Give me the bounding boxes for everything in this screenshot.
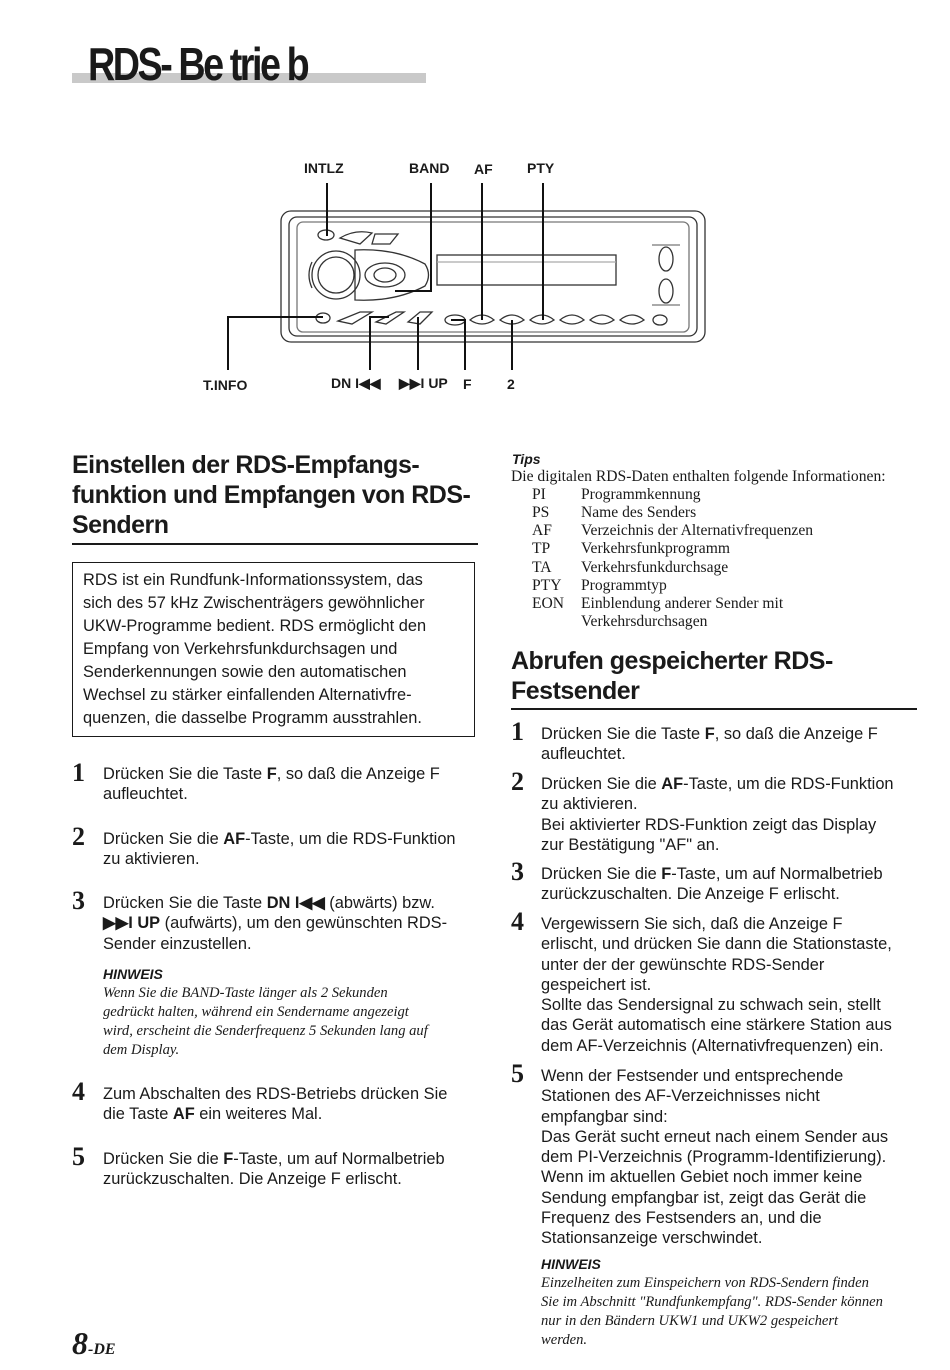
step-number: 4 (511, 907, 524, 936)
note-line: Wenn Sie die BAND-Taste länger als 2 Sekunden (103, 985, 388, 1001)
rds-intro-box (72, 562, 475, 737)
section-rule (72, 543, 478, 545)
label-tinfo: T.INFO (203, 377, 248, 393)
label-af: AF (474, 161, 493, 177)
note-line: Einzelheiten zum Einspeichern von RDS-Sendern finden (541, 1275, 869, 1291)
key-f: F (661, 865, 672, 883)
car-stereo-diagram (0, 0, 950, 420)
step-text: Drücken Sie die (541, 865, 662, 883)
intro-line: quenzen, die dasselbe Programm ausstrahlen. (83, 709, 422, 727)
step-text: Drücken Sie die (103, 830, 224, 848)
step-4-text (103, 1084, 483, 1125)
step-3-text (103, 893, 483, 954)
step-text: gespeichert ist. (541, 975, 652, 994)
section-title-einstellen (72, 450, 470, 540)
step-text: Bei aktivierter RDS-Funktion zeigt das Display (541, 815, 877, 834)
tips-desc: Verkehrsdurchsagen (581, 613, 708, 630)
label-f: F (463, 376, 472, 392)
tips-abbr: AF (532, 522, 552, 539)
step-text: unter der der gewünschte RDS-Sender (541, 955, 825, 974)
step-text: zurückzuschalten. Die Anzeige F erlischt. (541, 885, 840, 904)
note-line: nur in den Bändern UKW1 und UKW2 gespeichert (541, 1313, 839, 1329)
label-intlz: INTLZ (304, 160, 344, 176)
step-text: Das Gerät sucht erneut nach einem Sender aus (541, 1127, 889, 1146)
key-f: F (266, 765, 277, 783)
note-line: werden. (541, 1332, 588, 1348)
step-text: Drücken Sie die (103, 1150, 224, 1168)
step-5-text (541, 1066, 931, 1249)
tips-desc: Verzeichnis der Alternativfrequenzen (581, 522, 814, 539)
tips-desc: Programmtyp (581, 577, 667, 594)
tips-desc: Name des Senders (581, 504, 697, 521)
label-dn: DN I◀◀ (331, 375, 381, 391)
tips-intro: Die digitalen RDS-Daten enthalten folgende Informationen: (511, 468, 886, 485)
step-text: -Taste, um auf Normalbetrieb (233, 1150, 445, 1168)
title-line: funktion und Empfangen von RDS- (72, 481, 471, 509)
key-f: F (704, 725, 715, 743)
step-number: 3 (511, 857, 524, 886)
step-text: erlischt, und drücken Sie dann die Stationstaste, (541, 935, 892, 954)
tips-abbr: TP (532, 540, 551, 557)
tips-desc: Einblendung anderer Sender mit (581, 595, 784, 612)
label-up: ▶▶I UP (399, 375, 448, 391)
label-2: 2 (507, 376, 515, 392)
key-dn: DN I◀◀ (266, 894, 325, 912)
step-1-text (541, 724, 931, 765)
title-line: Abrufen gespeicherter RDS- (511, 647, 833, 675)
step-number: 1 (511, 717, 524, 746)
note-text (541, 1274, 936, 1350)
intro-line: Senderkennungen sowie den automatischen (83, 663, 407, 681)
step-text: ein weiteres Mal. (194, 1105, 323, 1124)
step-text: Wenn im aktuellen Gebiet noch immer keine (541, 1168, 863, 1187)
note-heading: HINWEIS (103, 966, 163, 982)
step-text: Vergewissern Sie sich, daß die Anzeige F (541, 915, 843, 933)
intro-line: UKW-Programme bedient. RDS ermöglicht den (83, 617, 427, 635)
step-text: Drücken Sie die Taste (103, 765, 267, 783)
step-number: 5 (72, 1142, 85, 1171)
note-line: Sie im Abschnitt "Rundfunkempfang". RDS-Sender können (541, 1294, 883, 1310)
title-line: Einstellen der RDS-Empfangs- (72, 451, 420, 479)
tips-abbr: EON (532, 595, 565, 612)
note-line: wird, erscheint die Senderfrequenz 5 Sekunden lang auf (103, 1023, 428, 1039)
step-4-text (541, 914, 931, 1056)
section-title-abrufen (511, 646, 833, 706)
note-line: dem Display. (103, 1042, 180, 1058)
step-number: 1 (72, 758, 85, 787)
step-text: zu aktivieren. (103, 850, 200, 869)
key-up: ▶▶I UP (103, 914, 161, 933)
step-number: 2 (511, 767, 524, 796)
step-text: , so daß die Anzeige F (714, 725, 878, 743)
step-text: Stationen des AF-Verzeichnisses nicht (541, 1087, 820, 1106)
key-af: AF (172, 1105, 195, 1124)
step-1-text (103, 764, 483, 805)
tips-abbr: PI (532, 486, 546, 503)
tips-abbr: PTY (532, 577, 562, 594)
step-5-text (103, 1149, 483, 1190)
step-text: Drücken Sie die Taste (541, 725, 705, 743)
step-text: Drücken Sie die (541, 775, 662, 793)
intro-line: RDS ist ein Rundfunk-Informationssystem, das (83, 571, 423, 589)
note-text (103, 984, 483, 1060)
tips-heading: Tips (512, 451, 541, 467)
note-line: gedrückt halten, während ein Sendername angezeigt (103, 1004, 409, 1020)
step-number: 2 (72, 822, 85, 851)
step-text: -Taste, um auf Normalbetrieb (671, 865, 883, 883)
step-text: zur Bestätigung "AF" an. (541, 835, 720, 854)
step-text: -Taste, um die RDS-Funktion (683, 775, 894, 793)
section-rule (511, 708, 917, 710)
intro-line: sich des 57 kHz Zwischenträgers gewöhnlicher (83, 594, 425, 612)
page-number-value: 8 (72, 1325, 88, 1361)
step-text: die Taste (103, 1105, 173, 1124)
title-line: Festsender (511, 677, 640, 705)
step-2-text (103, 829, 483, 870)
step-text: (aufwärts), um den gewünschten RDS- (160, 914, 448, 933)
key-f: F (223, 1150, 234, 1168)
intro-line: Empfang von Verkehrsfunkdurchsagen und (83, 640, 398, 658)
step-text: Wenn der Festsender und entsprechende (541, 1067, 844, 1085)
tips-desc: Verkehrsfunkdurchsage (581, 559, 729, 576)
step-text: das Gerät automatisch eine stärkere Station aus (541, 1016, 892, 1035)
step-text: Frequenz des Festsenders an, und die (541, 1209, 822, 1228)
intro-line: Wechsel zu stärker einfallenden Alternativfre- (83, 686, 412, 704)
step-text: Sollte das Sendersignal zu schwach sein, stellt (541, 996, 881, 1015)
step-number: 4 (72, 1077, 85, 1106)
step-number: 5 (511, 1059, 524, 1088)
stereo-faceplate (281, 211, 705, 342)
step-text: zu aktivieren. (541, 795, 638, 814)
title-line: Sendern (72, 511, 169, 539)
step-text: zurückzuschalten. Die Anzeige F erlischt. (103, 1170, 402, 1189)
tips-abbr: PS (532, 504, 550, 521)
step-text: aufleuchtet. (541, 745, 626, 764)
page-title: RDS- Be trie b (88, 38, 308, 90)
step-number: 3 (72, 886, 85, 915)
step-text: dem PI-Verzeichnis (Programm-Identifizierung). (541, 1148, 887, 1167)
step-text: , so daß die Anzeige F (276, 765, 440, 783)
key-af: AF (661, 775, 684, 793)
step-text: -Taste, um die RDS-Funktion (245, 830, 456, 848)
step-text: Sender einzustellen. (103, 934, 252, 953)
step-text: aufleuchtet. (103, 785, 188, 804)
key-af: AF (223, 830, 246, 848)
step-text: empfangbar sind: (541, 1107, 668, 1126)
note-heading: HINWEIS (541, 1256, 601, 1272)
label-band: BAND (409, 160, 450, 176)
page-number (72, 1323, 116, 1370)
step-text: Zum Abschalten des RDS-Betriebs drücken Sie (103, 1085, 448, 1103)
step-text: Stationsanzeige verschwindet. (541, 1229, 763, 1248)
tips-abbr: TA (532, 559, 552, 576)
tips-desc: Verkehrsfunkprogramm (581, 540, 730, 557)
step-3-text (541, 864, 931, 905)
step-text: (abwärts) bzw. (324, 894, 435, 912)
step-2-text (541, 774, 931, 855)
step-text: dem AF-Verzeichnis (Alternativfrequenzen) ein. (541, 1036, 884, 1055)
label-pty: PTY (527, 160, 555, 176)
tips-desc: Programmkennung (581, 486, 701, 503)
step-text: Drücken Sie die Taste (103, 894, 267, 912)
step-text: Sendung empfangbar ist, zeigt das Gerät die (541, 1188, 867, 1207)
page-number-suffix: -DE (88, 1341, 116, 1358)
